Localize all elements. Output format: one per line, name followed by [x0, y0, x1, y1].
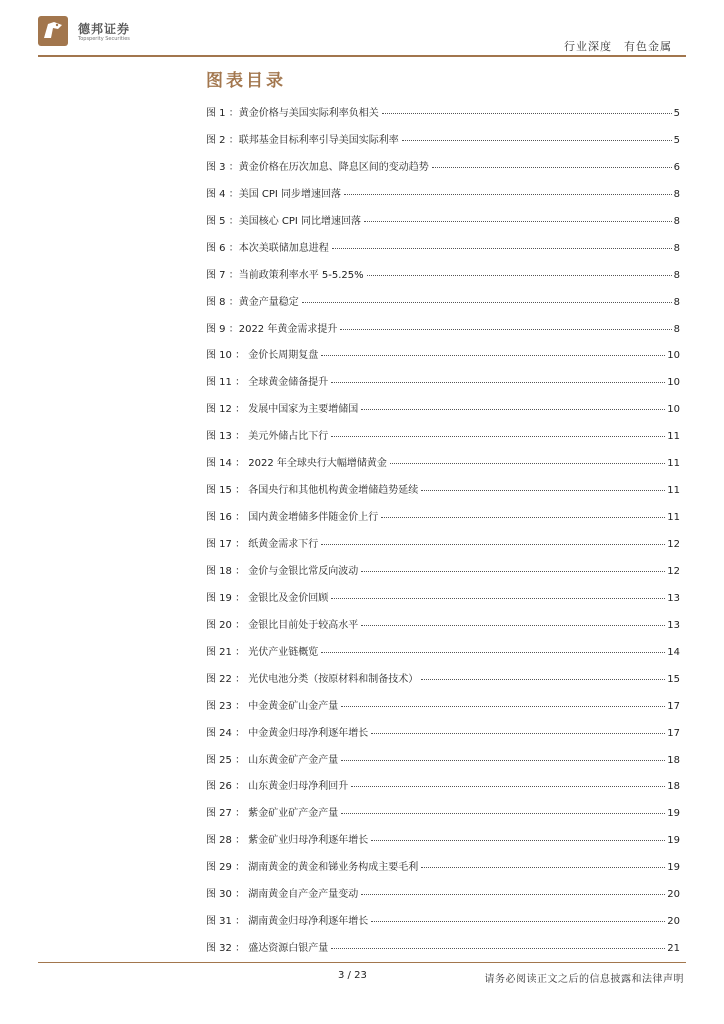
brand-name-en: Topsperity Securities: [78, 36, 130, 42]
toc-entry[interactable]: [206, 266, 680, 293]
report-category: 行业深度 有色金属: [564, 40, 672, 53]
toc-entry[interactable]: [206, 346, 680, 373]
toc-entry-label[interactable]: 图 19 ： 金银比及金价回顾: [206, 592, 329, 604]
toc-entry-label[interactable]: 图 3 ：黄金价格在历次加息、降息区间的变动趋势: [206, 161, 429, 173]
toc-entry[interactable]: [206, 777, 680, 804]
toc-dot-leader: [361, 409, 665, 410]
toc-entry-page[interactable]: 10: [667, 377, 680, 389]
toc-dot-leader: [344, 194, 672, 195]
toc-entry-label[interactable]: 图 32 ： 盛达资源白银产量: [206, 943, 329, 955]
toc-dot-leader: [340, 329, 671, 330]
section-title: 图表目录: [206, 71, 286, 91]
brand-name-cn: 德邦证券: [78, 22, 131, 36]
toc-entry[interactable]: [206, 858, 680, 885]
toc-entry-label[interactable]: 图 12 ： 发展中国家为主要增储国: [206, 404, 359, 416]
toc-entry-page[interactable]: 8: [673, 296, 680, 308]
toc-entry-page[interactable]: 5: [673, 108, 680, 119]
toc-entry-page[interactable]: 18: [667, 754, 680, 766]
toc-dot-leader: [421, 867, 665, 868]
toc-entry-page[interactable]: 10: [667, 404, 680, 416]
toc-entry[interactable]: [206, 293, 680, 320]
toc-entry-label[interactable]: 图 31 ： 湖南黄金归母净利逐年增长: [206, 916, 369, 928]
toc-entry-page[interactable]: 8: [673, 215, 680, 227]
toc-dot-leader: [421, 490, 665, 491]
toc-entry-page[interactable]: 11: [667, 512, 680, 524]
toc-entry[interactable]: [206, 104, 680, 131]
toc-entry[interactable]: [206, 616, 680, 643]
toc-entry-page[interactable]: 8: [673, 323, 680, 335]
toc-dot-leader: [364, 221, 672, 222]
toc-dot-leader: [390, 463, 665, 464]
toc-entry-label[interactable]: 图 10 ： 金价长周期复盘: [206, 350, 319, 362]
toc-entry-label[interactable]: 图 6 ：本次美联储加息进程: [206, 242, 329, 254]
toc-dot-leader: [361, 625, 665, 626]
toc-entry[interactable]: [206, 589, 680, 616]
toc-entry-page[interactable]: 5: [673, 134, 680, 146]
toc-dot-leader: [341, 760, 665, 761]
toc-entry-label[interactable]: 图 4 ：美国 CPI 同步增速回落: [206, 188, 342, 200]
toc-dot-leader: [341, 706, 665, 707]
toc-entry[interactable]: [206, 373, 680, 400]
header-divider: [38, 55, 686, 57]
toc-dot-leader: [321, 652, 665, 653]
toc-entry-page[interactable]: 20: [667, 889, 680, 901]
toc-dot-leader: [321, 544, 665, 545]
toc-entry-label[interactable]: 图 26 ： 山东黄金归母净利回升: [206, 781, 349, 793]
toc-dot-leader: [402, 140, 672, 141]
toc-entry-page[interactable]: 18: [667, 781, 680, 793]
legal-disclaimer: 请务必阅读正文之后的信息披露和法律声明: [484, 974, 684, 985]
toc-entry[interactable]: [206, 158, 680, 185]
toc-dot-leader: [367, 275, 672, 276]
toc-entry-page[interactable]: 8: [673, 269, 680, 281]
toc-entry-page[interactable]: 19: [667, 835, 680, 847]
toc-entry[interactable]: [206, 751, 680, 778]
toc-entry-label[interactable]: 图 1 ：黄金价格与美国实际利率负相关: [206, 108, 379, 119]
toc-entry-label[interactable]: 图 21 ： 光伏产业链概览: [206, 646, 319, 658]
toc-entry-page[interactable]: 19: [667, 862, 680, 874]
toc-entry-label[interactable]: 图 17 ： 纸黄金需求下行: [206, 539, 319, 550]
toc-entry-page[interactable]: 12: [667, 539, 680, 550]
toc-entry[interactable]: [206, 454, 680, 481]
toc-entry-page[interactable]: 19: [667, 808, 680, 820]
toc-dot-leader: [432, 167, 672, 168]
toc-entry-label[interactable]: 图 13 ： 美元外储占比下行: [206, 431, 329, 443]
toc-entry[interactable]: [206, 804, 680, 831]
toc-entry[interactable]: [206, 724, 680, 751]
toc-dot-leader: [302, 302, 672, 303]
toc-dot-leader: [381, 517, 665, 518]
toc-entry[interactable]: [206, 643, 680, 670]
toc-entry[interactable]: [206, 212, 680, 239]
toc-entry-label[interactable]: 图 7 ：当前政策利率水平 5-5.25%: [206, 269, 364, 281]
toc-entry-label[interactable]: 图 29 ： 湖南黄金的黄金和锑业务构成主要毛利: [206, 862, 419, 874]
toc-entry[interactable]: [206, 562, 680, 589]
toc-entry[interactable]: [206, 185, 680, 212]
toc-entry[interactable]: [206, 885, 680, 912]
toc-dot-leader: [331, 948, 665, 949]
toc-entry-label[interactable]: 图 28 ： 紫金矿业归母净利逐年增长: [206, 835, 369, 847]
toc-entry-label[interactable]: 图 2 ：联邦基金目标利率引导美国实际利率: [206, 134, 399, 146]
toc-dot-leader: [371, 921, 665, 922]
toc-entry-page[interactable]: 11: [667, 458, 680, 470]
toc-entry-page[interactable]: 15: [667, 673, 680, 685]
toc-dot-leader: [351, 786, 665, 787]
toc-entry-label[interactable]: 图 9 ：2022 年黄金需求提升: [206, 323, 338, 335]
toc-entry-label[interactable]: 图 20 ： 金银比目前处于较高水平: [206, 619, 359, 631]
toc-entry[interactable]: [206, 320, 680, 347]
toc-dot-leader: [341, 813, 665, 814]
toc-dot-leader: [382, 113, 672, 114]
toc-entry-label[interactable]: 图 14 ： 2022 年全球央行大幅增储黄金: [206, 458, 387, 470]
toc-entry-page[interactable]: 8: [673, 242, 680, 254]
toc-entry-page[interactable]: 21: [667, 943, 680, 955]
toc-dot-leader: [331, 598, 665, 599]
toc-dot-leader: [321, 355, 665, 356]
toc-dot-leader: [361, 571, 665, 572]
toc-entry-label[interactable]: 图 8 ：黄金产量稳定: [206, 296, 299, 308]
toc-entry-page[interactable]: 11: [667, 485, 680, 497]
toc-entry-page[interactable]: 10: [667, 350, 680, 362]
toc-entry-page[interactable]: 13: [667, 619, 680, 631]
toc-dot-leader: [332, 248, 672, 249]
toc-entry[interactable]: [206, 427, 680, 454]
brand-logo: [38, 16, 158, 46]
toc-entry[interactable]: [206, 535, 680, 562]
toc-entry-page[interactable]: 20: [667, 916, 680, 928]
toc-entry-label[interactable]: 图 30 ： 湖南黄金自产金产量变动: [206, 889, 359, 901]
toc-entry-label[interactable]: 图 15 ： 各国央行和其他机构黄金增储趋势延续: [206, 485, 419, 497]
toc-entry-page[interactable]: 14: [667, 646, 680, 658]
figure-toc-list: [206, 104, 680, 966]
toc-dot-leader: [421, 679, 665, 680]
toc-entry-label[interactable]: 图 23 ： 中金黄金矿山金产量: [206, 700, 339, 712]
toc-entry[interactable]: [206, 400, 680, 427]
toc-entry-page[interactable]: 17: [667, 700, 680, 712]
toc-entry[interactable]: [206, 508, 680, 535]
toc-entry-label[interactable]: 图 25 ： 山东黄金矿产金产量: [206, 754, 339, 766]
footer-divider: [38, 962, 686, 963]
toc-entry[interactable]: [206, 697, 680, 724]
toc-entry-page[interactable]: 6: [673, 161, 680, 173]
toc-entry[interactable]: [206, 239, 680, 266]
toc-entry-label[interactable]: 图 5 ：美国核心 CPI 同比增速回落: [206, 215, 362, 227]
toc-entry-page[interactable]: 8: [673, 188, 680, 200]
toc-entry-label[interactable]: 图 16 ： 国内黄金增储多伴随金价上行: [206, 512, 379, 524]
toc-entry-label[interactable]: 图 24 ： 中金黄金归母净利逐年增长: [206, 727, 369, 739]
toc-entry-page[interactable]: 12: [667, 565, 680, 577]
toc-dot-leader: [331, 382, 665, 383]
toc-dot-leader: [361, 894, 665, 895]
toc-entry[interactable]: [206, 670, 680, 697]
toc-entry-page[interactable]: 17: [667, 727, 680, 739]
toc-dot-leader: [371, 733, 665, 734]
toc-entry-label[interactable]: 图 27 ： 紫金矿业矿产金产量: [206, 808, 339, 820]
toc-entry[interactable]: [206, 912, 680, 939]
toc-entry-page[interactable]: 11: [667, 431, 680, 443]
toc-entry-label[interactable]: 图 18 ： 金价与金银比常反向波动: [206, 565, 359, 577]
toc-dot-leader: [371, 840, 665, 841]
brand-logo-icon: [38, 16, 68, 46]
toc-dot-leader: [331, 436, 665, 437]
toc-entry-label[interactable]: 图 11 ： 全球黄金储备提升: [206, 377, 329, 389]
toc-entry-label[interactable]: 图 22 ： 光伏电池分类（按原材料和制备技术）: [206, 673, 419, 685]
toc-entry[interactable]: [206, 831, 680, 858]
toc-entry-page[interactable]: 13: [667, 592, 680, 604]
page-indicator: 3 / 23: [338, 970, 367, 981]
toc-entry[interactable]: [206, 481, 680, 508]
toc-entry[interactable]: [206, 131, 680, 158]
